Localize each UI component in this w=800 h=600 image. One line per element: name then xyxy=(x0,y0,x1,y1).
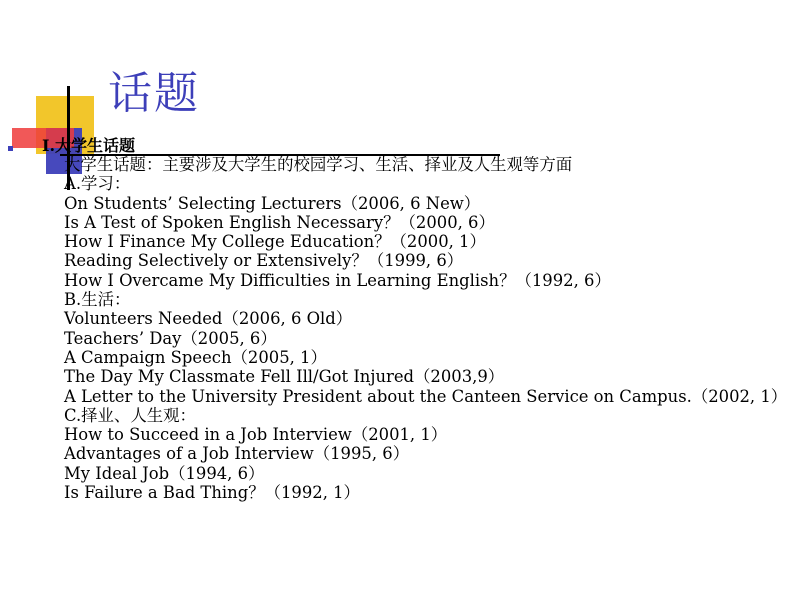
topic-line: Reading Selectively or Extensively？（1999, 6） xyxy=(64,251,464,271)
topic-line: How I Overcame My Difficulties in Learning English？（1992, 6） xyxy=(64,270,611,290)
bullet-icon xyxy=(8,146,13,151)
topic-line: Teachers’ Day（2005, 6） xyxy=(64,328,277,348)
subsection-heading: A.学习： xyxy=(64,174,131,194)
topic-line: Volunteers Needed（2006, 6 Old） xyxy=(64,309,353,329)
section-heading: Ⅰ.大学生话题 xyxy=(42,136,136,155)
slide-title: 话题 xyxy=(108,68,200,119)
topic-line: Advantages of a Job Interview（1995, 6） xyxy=(64,444,410,464)
topic-line: How to Succeed in a Job Interview（2001, 1） xyxy=(64,425,448,445)
subsection-heading: C.择业、人生观： xyxy=(64,405,196,425)
topic-line: My Ideal Job（1994, 6） xyxy=(64,463,265,483)
topic-line: A Campaign Speech（2005, 1） xyxy=(64,347,327,367)
topic-line: On Students’ Selecting Lecturers（2006, 6 New） xyxy=(64,193,481,213)
topic-line: The Day My Classmate Fell Ill/Got Injured（2003,9） xyxy=(64,367,505,387)
subsection-heading: B.生活： xyxy=(64,290,131,310)
topic-line: A Letter to the University President about the Canteen Service on Campus.（2002, 1） xyxy=(64,386,788,406)
topic-line: How I Finance My College Education？（2000, 1） xyxy=(64,232,486,252)
topic-line: Is Failure a Bad Thing？（1992, 1） xyxy=(64,483,360,503)
topic-list xyxy=(64,155,787,502)
topic-line: Is A Test of Spoken English Necessary？（2000, 6） xyxy=(64,212,495,232)
topic-line: 大学生话题：主要涉及大学生的校园学习、生活、择业及人生观等方面 xyxy=(64,155,573,174)
